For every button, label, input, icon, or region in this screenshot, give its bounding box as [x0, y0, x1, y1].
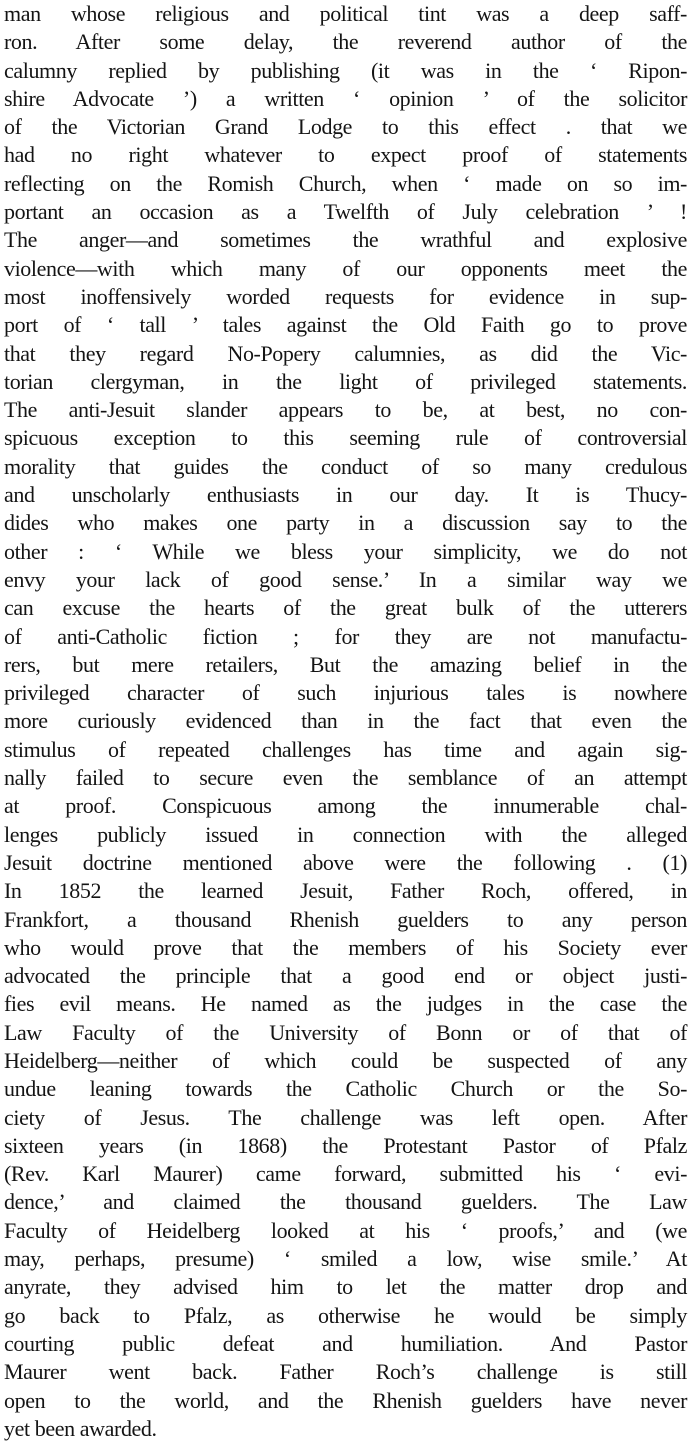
- text-line: spicuous exception to this seeming rule of controversial: [4, 425, 687, 451]
- text-line: can excuse the hearts of the great bulk of the utterers: [4, 595, 687, 621]
- text-line: most inoffensively worded requests for evidence in sup-: [4, 283, 687, 309]
- text-line: go back to Pfalz, as otherwise he would be simply: [4, 1302, 687, 1328]
- text-line: at proof. Conspicuous among the innumerable chal-: [4, 793, 687, 819]
- text-line: and unscholarly enthusiasts in our day. It is Thucy-: [4, 482, 687, 508]
- text-line: Maurer went back. Father Roch’s challenge is still: [4, 1359, 687, 1385]
- text-line: Faculty of Heidelberg looked at his ‘ proofs,’ and (we: [4, 1217, 687, 1243]
- text-line: rers, but mere retailers, But the amazing belief in the: [4, 651, 687, 677]
- text-line: (Rev. Karl Maurer) came forward, submitted his ‘ evi-: [4, 1161, 687, 1187]
- text-line: Jesuit doctrine mentioned above were the following . (1): [4, 849, 687, 875]
- text-line: torian clergyman, in the light of privileged statements.: [4, 368, 687, 394]
- text-line: shire Advocate ’) a written ‘ opinion ’ of the solicitor: [4, 85, 687, 111]
- text-line: had no right whatever to expect proof of statements: [4, 142, 687, 168]
- text-line: reflecting on the Romish Church, when ‘ made on so im-: [4, 170, 687, 196]
- text-line: that they regard No-Popery calumnies, as did the Vic-: [4, 340, 687, 366]
- document-text-block: [4, 0, 687, 1443]
- text-line: man whose religious and political tint was a deep saff-: [4, 1, 687, 26]
- text-line: sixteen years (in 1868) the Protestant Pastor of Pfalz: [4, 1132, 687, 1158]
- text-line: ron. After some delay, the reverend author of the: [4, 29, 687, 55]
- text-line: yet been awarded.: [4, 1415, 157, 1441]
- text-line: fies evil means. He named as the judges in the case the: [4, 991, 687, 1017]
- text-line: envy your lack of good sense.’ In a similar way we: [4, 566, 687, 592]
- text-line: ciety of Jesus. The challenge was left open. After: [4, 1104, 687, 1130]
- text-line: dides who makes one party in a discussion say to the: [4, 510, 687, 536]
- text-line: advocated the principle that a good end or object justi-: [4, 963, 687, 989]
- text-line: portant an occasion as a Twelfth of July celebration ’ !: [4, 199, 687, 225]
- text-line: dence,’ and claimed the thousand guelders. The Law: [4, 1189, 687, 1215]
- text-line: The anti-Jesuit slander appears to be, at best, no con-: [4, 397, 687, 423]
- text-line: of anti-Catholic fiction ; for they are not manufactu-: [4, 623, 687, 649]
- text-line: more curiously evidenced than in the fact that even the: [4, 708, 687, 734]
- text-line: courting public defeat and humiliation. And Pastor: [4, 1330, 687, 1356]
- text-line: anyrate, they advised him to let the matter drop and: [4, 1274, 687, 1300]
- text-line: other : ‘ While we bless your simplicity, we do not: [4, 538, 687, 564]
- text-line: The anger—and sometimes the wrathful and explosive: [4, 227, 687, 253]
- text-line: Frankfort, a thousand Rhenish guelders to any person: [4, 906, 687, 932]
- text-line: In 1852 the learned Jesuit, Father Roch, offered, in: [4, 878, 687, 904]
- text-line: morality that guides the conduct of so many credulous: [4, 453, 687, 479]
- text-line: who would prove that the members of his Society ever: [4, 934, 687, 960]
- text-line: violence—with which many of our opponents meet the: [4, 255, 687, 281]
- text-line: calumny replied by publishing (it was in the ‘ Ripon-: [4, 57, 687, 83]
- text-line: port of ‘ tall ’ tales against the Old Faith go to prove: [4, 312, 687, 338]
- text-line: Law Faculty of the University of Bonn or of that of: [4, 1019, 687, 1045]
- text-line: stimulus of repeated challenges has time and again sig-: [4, 736, 687, 762]
- text-line: nally failed to secure even the semblance of an attempt: [4, 765, 687, 791]
- text-line: of the Victorian Grand Lodge to this effect . that we: [4, 114, 687, 140]
- text-line: lenges publicly issued in connection with the alleged: [4, 821, 687, 847]
- text-line: Heidelberg—neither of which could be suspected of any: [4, 1047, 687, 1073]
- text-line: privileged character of such injurious tales is nowhere: [4, 680, 687, 706]
- text-line: open to the world, and the Rhenish guelders have never: [4, 1387, 687, 1413]
- text-line: undue leaning towards the Catholic Church or the So-: [4, 1076, 687, 1102]
- text-line: may, perhaps, presume) ‘ smiled a low, wise smile.’ At: [4, 1246, 687, 1272]
